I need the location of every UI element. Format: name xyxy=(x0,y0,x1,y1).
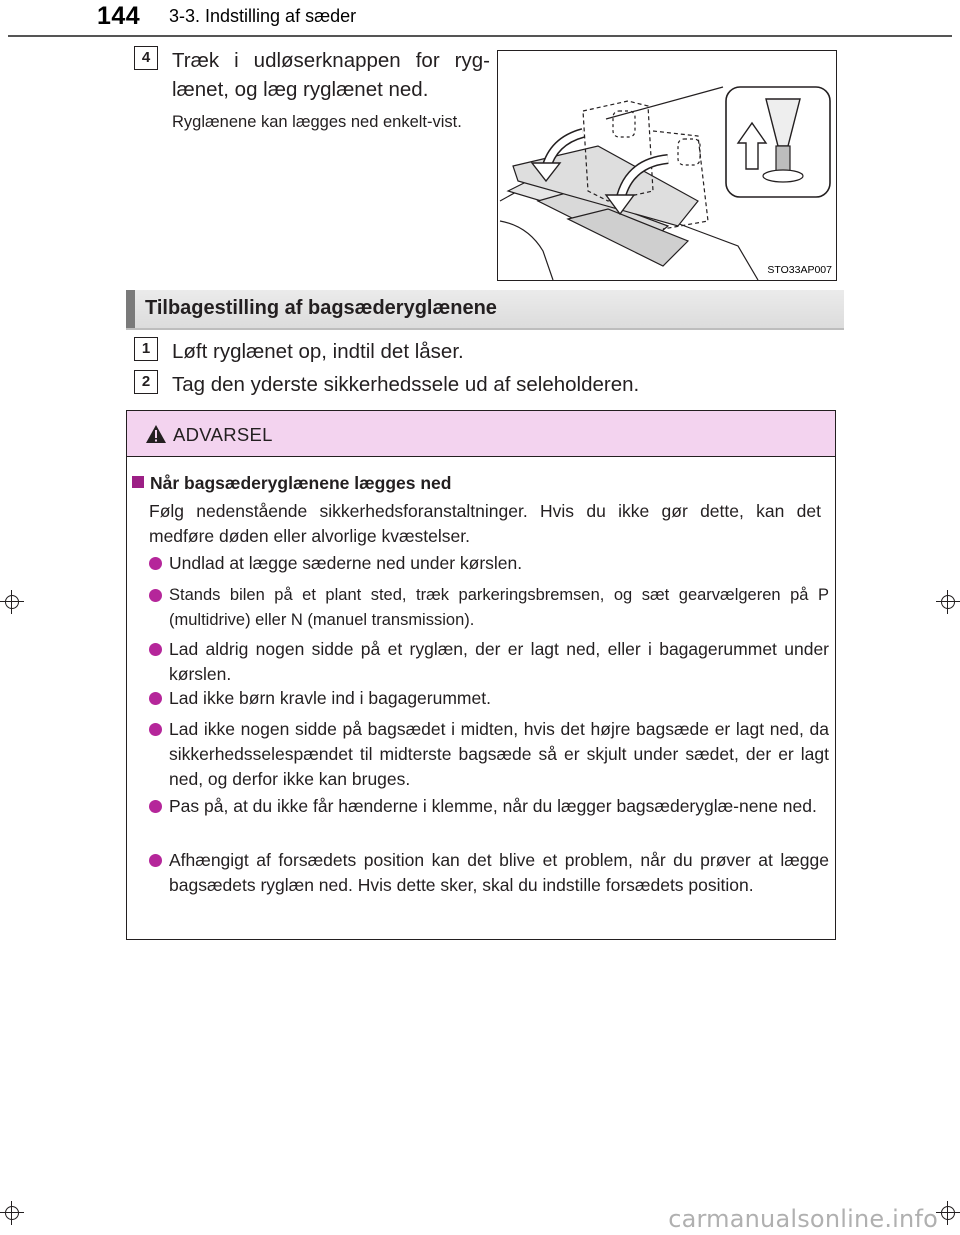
section-title: 3-3. Indstilling af sæder xyxy=(169,6,357,26)
bullet-dot-icon xyxy=(149,557,162,570)
subsection-header xyxy=(126,290,844,328)
warning-bullet xyxy=(149,637,829,687)
step-number-1: 1 xyxy=(134,337,158,361)
step-number-4: 4 xyxy=(134,46,158,70)
step-4-text: Træk i udløserknappen for ryg-lænet, og læg ryglænet ned. xyxy=(172,49,490,101)
registration-mark xyxy=(0,590,24,614)
warning-bullet-text: Stands bilen på et plant sted, træk parkeringsbremsen, og sæt gearvælgeren på P (multidrive) eller N (manuel transmission). xyxy=(169,586,829,629)
step-number-2: 2 xyxy=(134,370,158,394)
bullet-dot-icon xyxy=(149,589,162,602)
step-2-text: Tag den yderste sikkerhedssele ud af seleholderen. xyxy=(172,373,640,396)
warning-bullet xyxy=(149,848,829,898)
bullet-dot-icon xyxy=(149,800,162,813)
warning-bullet-text: Lad ikke børn kravle ind i bagagerummet. xyxy=(169,688,491,708)
warning-bullet-text: Lad ikke nogen sidde på bagsædet i midten, hvis det højre bagsæde er lagt ned, da sikkerhedsselespændet til midterste bagsæde så er skjult under sædet, der er lagt ned, og derfor ikke kan bruges. xyxy=(169,719,829,789)
step-1-text: Løft ryglænet op, indtil det låser. xyxy=(172,340,464,363)
warning-bullet xyxy=(149,794,829,819)
bullet-dot-icon xyxy=(149,723,162,736)
warning-subheading xyxy=(132,473,451,494)
subsection-title: Tilbagestilling af bagsæderyglænene xyxy=(145,297,497,319)
warning-bullet xyxy=(149,686,829,711)
page-number: 144 xyxy=(97,2,141,30)
header-rule xyxy=(8,35,952,37)
warning-intro: Følg nedenstående sikkerhedsforanstaltninger. Hvis du ikke gør dette, kan det medføre døden eller alvorlige kvæstelser. xyxy=(149,501,821,546)
warning-bullet xyxy=(149,583,829,633)
warning-triangle-icon xyxy=(145,424,167,444)
warning-subheading-text: Når bagsæderyglænene lægges ned xyxy=(150,473,452,493)
illustration-code: STO33AP007 xyxy=(767,264,832,276)
step-4-note: Ryglænene kan lægges ned enkelt-vist. xyxy=(172,113,462,131)
warning-header xyxy=(127,411,835,457)
bullet-dot-icon xyxy=(149,643,162,656)
registration-mark xyxy=(0,1201,24,1225)
warning-bullet-text: Lad aldrig nogen sidde på et ryglæn, der er lagt ned, eller i bagagerummet under kørslen. xyxy=(169,639,829,684)
subsection-underline xyxy=(126,328,844,330)
warning-bullet-text: Afhængigt af forsædets position kan det blive et problem, når du prøver at lægge bagsædets ryglæn ned. Hvis dette sker, skal du indstille forsædets position. xyxy=(169,850,829,895)
registration-mark xyxy=(936,1201,960,1225)
warning-title: ADVARSEL xyxy=(173,424,273,445)
watermark: carmanualsonline.info xyxy=(668,1205,938,1233)
registration-mark xyxy=(936,590,960,614)
seat-fold-illustration xyxy=(497,50,837,281)
bullet-dot-icon xyxy=(149,854,162,867)
rear-seat-folding-drawing xyxy=(498,51,836,280)
warning-bullet-text: Undlad at lægge sæderne ned under kørslen. xyxy=(169,553,523,573)
warning-bullet xyxy=(149,717,829,792)
warning-bullet xyxy=(149,551,829,576)
warning-bullet-text: Pas på, at du ikke får hænderne i klemme, når du lægger bagsæderyglæ-nene ned. xyxy=(169,796,817,816)
warning-box xyxy=(126,410,836,940)
bullet-dot-icon xyxy=(149,692,162,705)
square-bullet-icon xyxy=(132,476,144,488)
